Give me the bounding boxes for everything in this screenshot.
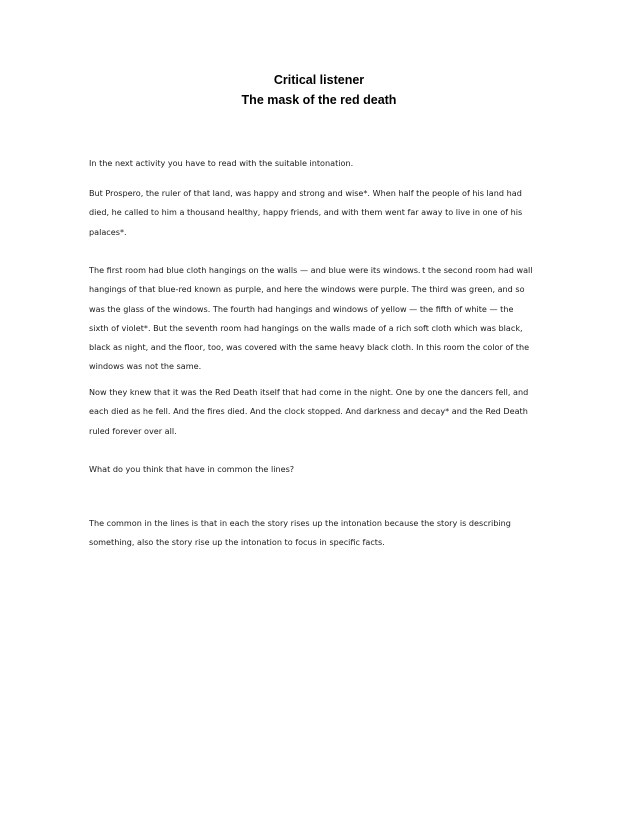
- text-line: The common in the lines is that in each the story rises up the intonation because the story is describing: [89, 518, 511, 528]
- text-line: each died as he fell. And the fires died. And the clock stopped. And darkness and decay* and the Red Death: [89, 406, 528, 417]
- text-line: died, he called to him a thousand healthy, happy friends, and with them went far away to live in one of his: [89, 207, 523, 218]
- prospero-paragraph: [89, 184, 567, 242]
- document-title: Critical listener: [273, 73, 365, 87]
- text-line: windows was not the same.: [89, 361, 202, 372]
- text-line: ruled forever over all.: [89, 425, 177, 436]
- text-line: What do you think that have in common the lines?: [89, 464, 295, 474]
- text-line: something, also the story rise up the intonation to focus in specific facts.: [89, 537, 385, 548]
- instruction-paragraph: [89, 154, 567, 173]
- text-line: Now they knew that it was the Red Death itself that had come in the night. One by one the dancers fell, and: [89, 387, 529, 397]
- text-line: hangings of that blue-red known as purple, and here the windows were purple. The third was green, and so: [89, 284, 525, 295]
- rooms-paragraph: [89, 261, 567, 377]
- text-line: In the next activity you have to read with the suitable intonation.: [89, 158, 354, 168]
- question-paragraph: [89, 460, 567, 479]
- answer-paragraph: [89, 514, 567, 553]
- text-line: The first room had blue cloth hangings on the walls — and blue were its windows. t the second room had wall: [89, 265, 533, 275]
- red-death-paragraph: [89, 383, 567, 441]
- text-line: But Prospero, the ruler of that land, was happy and strong and wise*. When half the people of his land had: [89, 188, 522, 198]
- text-line: black as night, and the floor, too, was covered with the same heavy black cloth. In this room the color of the: [89, 342, 530, 353]
- text-line: palaces*.: [89, 226, 127, 237]
- text-line: was the glass of the windows. The fourth had hangings and windows of yellow — the fifth of white — the: [89, 303, 514, 314]
- document-subtitle: The mask of the red death: [241, 93, 397, 107]
- text-line: sixth of violet*. But the seventh room had hangings on the walls made of a rich soft cloth which was black,: [89, 322, 523, 333]
